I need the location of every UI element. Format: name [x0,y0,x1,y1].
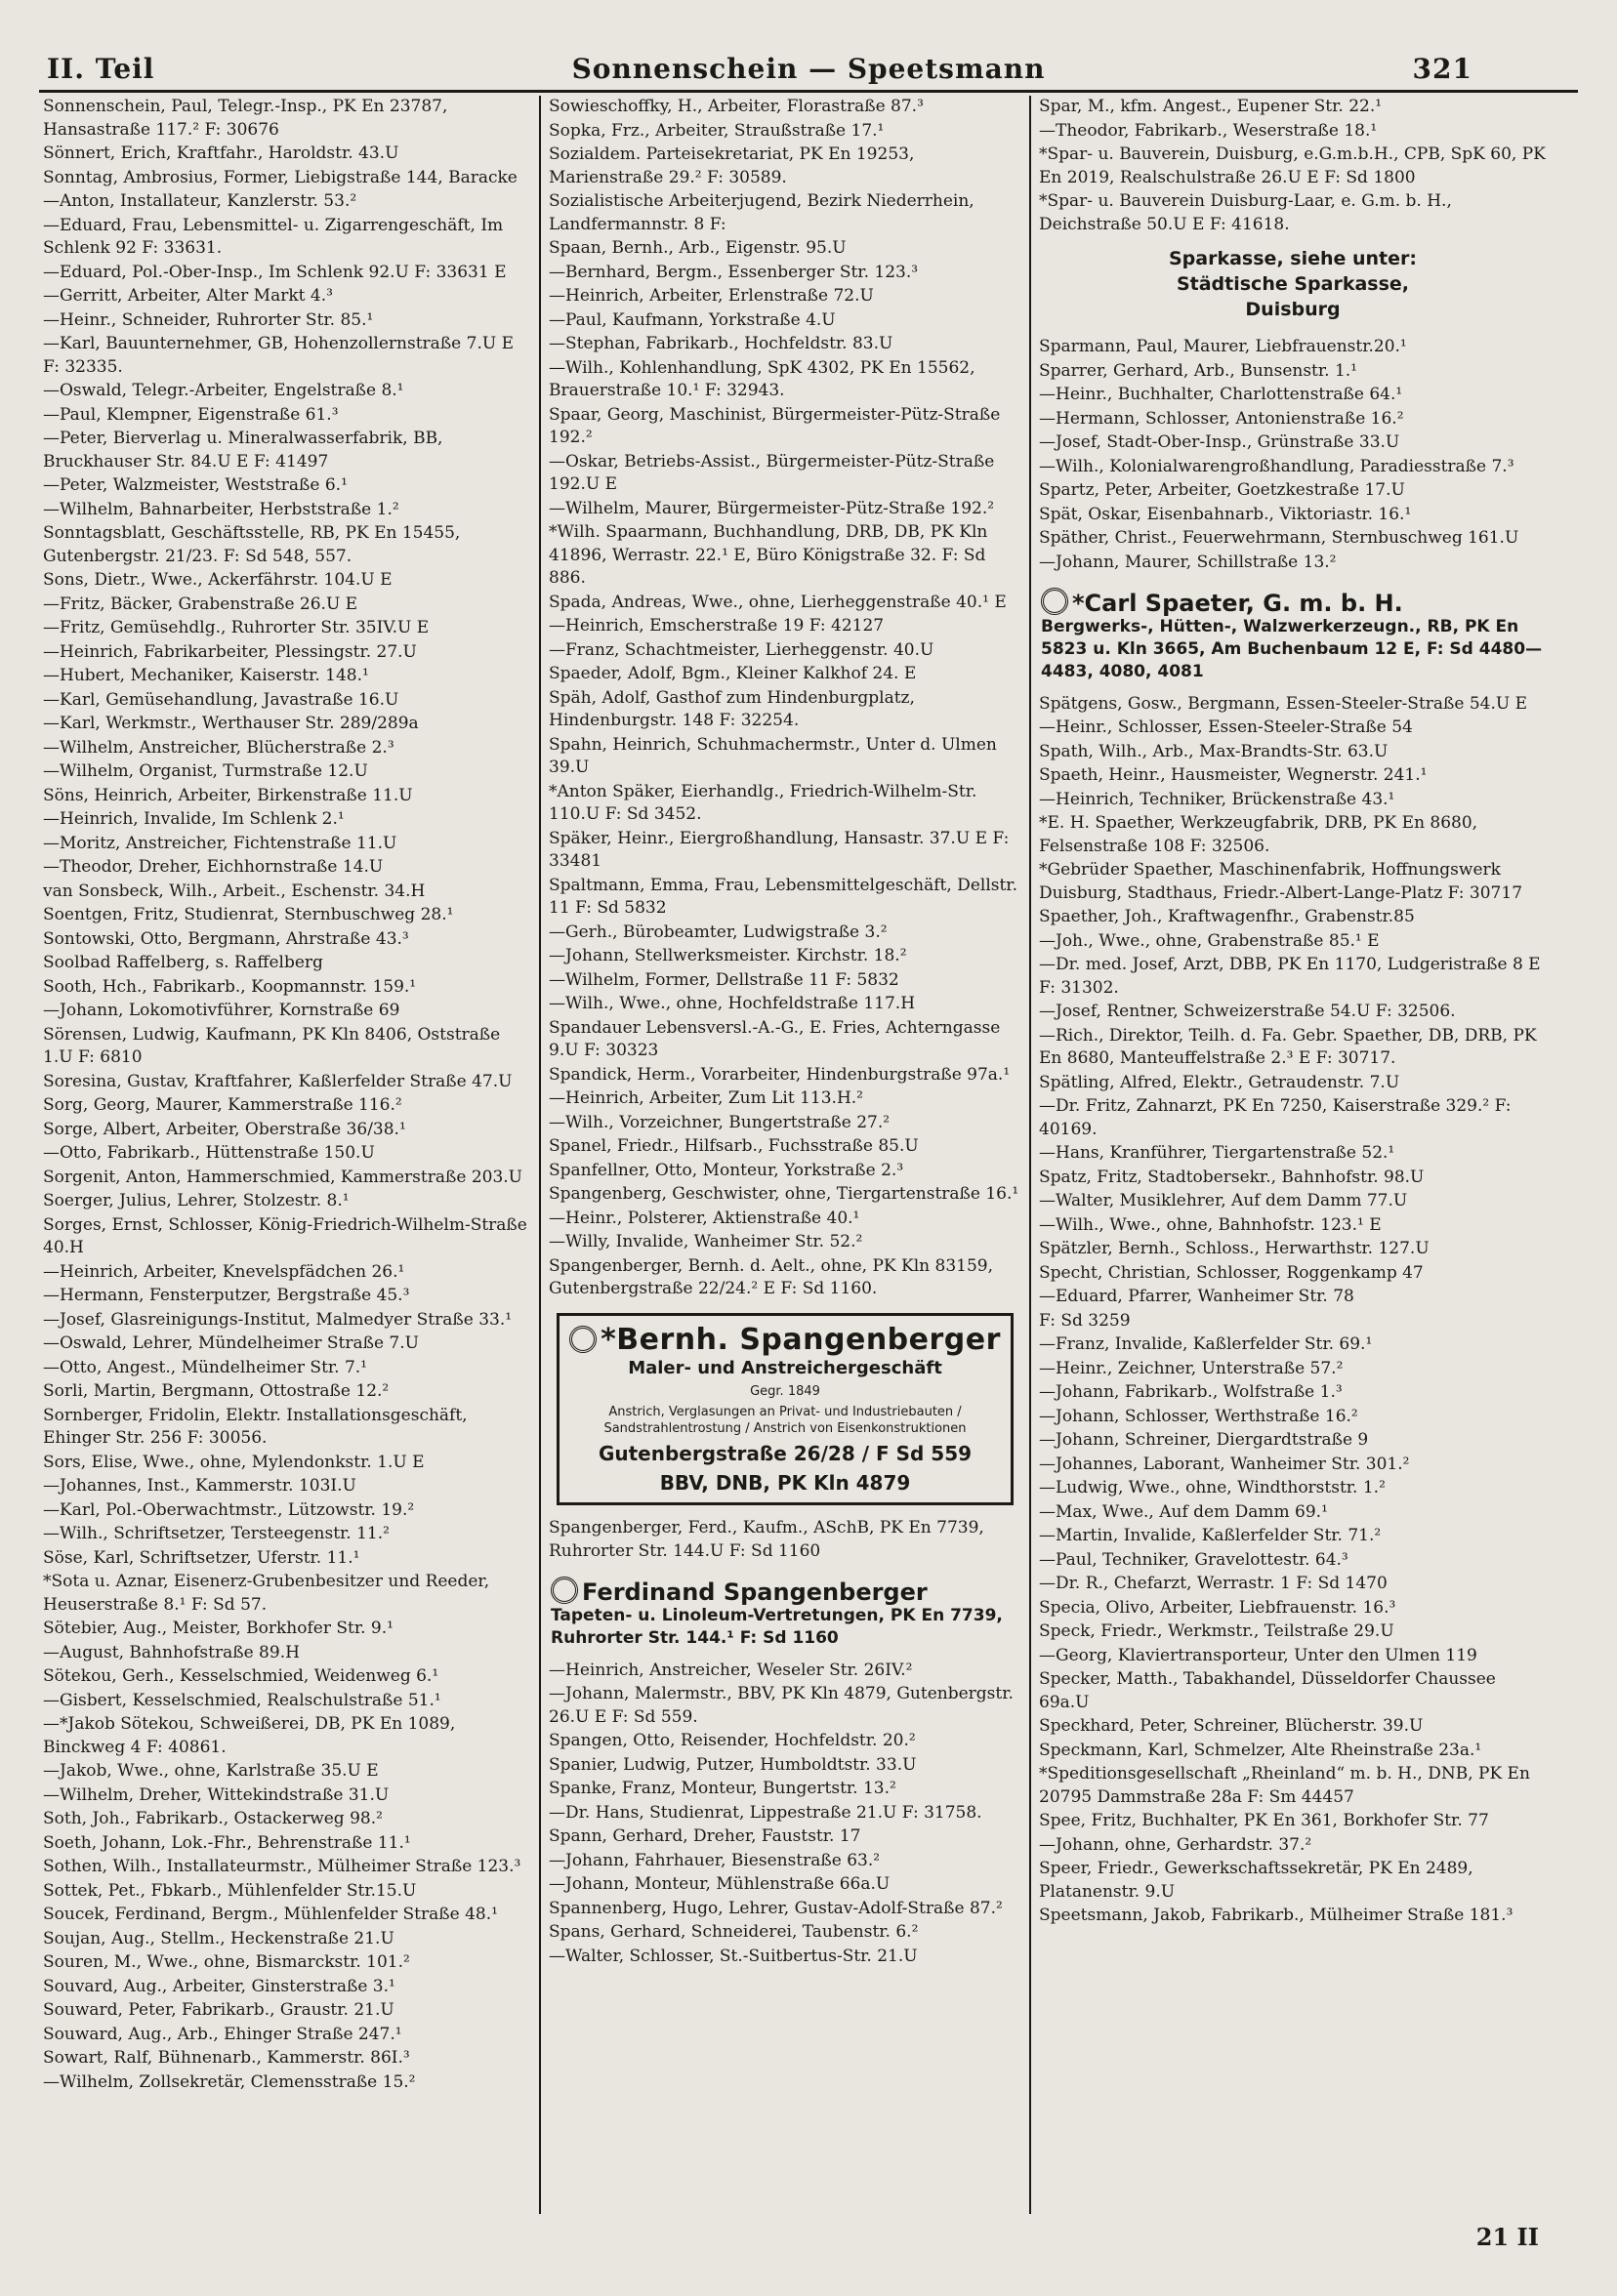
directory-entry: —Johann, Schlosser, Werthstraße 16.² [1039,1406,1358,1426]
directory-entry: Sozialdem. Parteisekretariat, PK En 19253, Marienstraße 29.² F: 30589. [549,144,915,187]
directory-entry: —Stephan, Fabrikarb., Hochfeldstr. 83.U [549,334,893,353]
directory-entry: Specia, Olivo, Arbeiter, Liebfrauenstr. 16.³ [1039,1597,1396,1618]
directory-entry: Spee, Fritz, Buchhalter, PK En 361, Borkhofer Str. 77 [1039,1811,1489,1830]
directory-entry: Sparmann, Paul, Maurer, Liebfrauenstr.20.¹ [1039,337,1407,356]
directory-entry: *Spar- u. Bauverein Duisburg-Laar, e. G.m. b. H., Deichstraße 50.U E F: 41618. [1039,191,1452,234]
directory-entry: Spangenberger, Bernh. d. Aelt., ohne, PK Kln 83159, Gutenbergstraße 22/24.² E F: Sd 1160. [549,1255,993,1298]
directory-entry: —Gisbert, Kesselschmied, Realschulstraße 51.¹ [43,1690,441,1710]
directory-entry: Spät, Oskar, Eisenbahnarb., Viktoriastr. 16.¹ [1039,504,1412,524]
directory-entry: Speckmann, Karl, Schmelzer, Alte Rheinstraße 23a.¹ [1039,1740,1482,1760]
directory-entry: Sonnenschein, Paul, Telegr.-Insp., PK En 23787, Hansastraße 117.² F: 30676 [43,97,448,140]
directory-entry: Souvard, Aug., Arbeiter, Ginsterstraße 3.¹ [43,1976,395,1996]
firm-mark-icon [1041,588,1068,615]
directory-entry: —Hubert, Mechaniker, Kaiserstr. 148.¹ [43,666,369,685]
directory-entry: —Heinrich, Arbeiter, Erlenstraße 72.U [549,286,874,306]
directory-entry: —Heinr., Polsterer, Aktienstraße 40.¹ [549,1208,860,1228]
directory-entry: —Johann, Maurer, Schillstraße 13.² [1039,552,1337,572]
directory-entry: —Heinrich, Invalide, Im Schlenk 2.¹ [43,809,345,829]
signature-mark: 21 II [1475,2223,1539,2251]
directory-entry: Spanier, Ludwig, Putzer, Humboldtstr. 33.U [549,1754,917,1775]
directory-entry: —Dr. Hans, Studienrat, Lippestraße 21.U F: 31758. [549,1802,982,1823]
directory-entry: —Johann, Schreiner, Diergardtstraße 9 [1039,1430,1369,1450]
directory-entry: —Otto, Angest., Mündelheimer Str. 7.¹ [43,1357,367,1377]
directory-entry: —Wilhelm, Organist, Turmstraße 12.U [43,761,368,781]
directory-entry: —Fritz, Bäcker, Grabenstraße 26.U E [43,594,358,614]
directory-entry: *E. H. Spaether, Werkzeugfabrik, DRB, PK En 8680, Felsenstraße 108 F: 32506. [1039,813,1478,856]
directory-entry: Sonntag, Ambrosius, Former, Liebigstraße 144, Baracke [43,167,518,187]
ad-founded: Gegr. 1849 [750,1384,820,1399]
column-2 [539,96,1031,2214]
directory-entry: —Dr. Fritz, Zahnarzt, PK En 7250, Kaiserstraße 329.² F: 40169. [1039,1096,1512,1139]
directory-entry: *Anton Späker, Eierhandlg., Friedrich-Wilhelm-Str. 110.U F: Sd 3452. [549,781,977,824]
ad-banks: BBV, DNB, PK Kln 4879 [659,1470,911,1495]
directory-entry: —Walter, Schlosser, St.-Suitbertus-Str. 21.U [549,1946,918,1966]
directory-entry: —Dr. R., Chefarzt, Werrastr. 1 F: Sd 1470 [1039,1574,1388,1593]
directory-entry: —Georg, Klaviertransporteur, Unter den Ulmen 119 [1039,1645,1477,1665]
directory-entry: *Gebrüder Spaether, Maschinenfabrik, Hoffnungswerk Duisburg, Stadthaus, Friedr.-Albert-Lange-Platz F: 30717 [1039,860,1523,903]
directory-entry: —Wilh., Wwe., ohne, Bahnhofstr. 123.¹ E [1039,1214,1382,1235]
directory-entry: —Josef, Glasreinigungs-Institut, Malmedyer Straße 33.¹ [43,1309,513,1330]
column-3 [1039,96,1547,2214]
directory-entry: —Heinr., Buchhalter, Charlottenstraße 64.¹ [1039,385,1403,404]
directory-entry: *Wilh. Spaarmann, Buchhandlung, DRB, DB, PK Kln 41896, Werrastr. 22.¹ E, Büro Königstraße 32. F: Sd 886. [549,522,988,588]
directory-entry: Spartz, Peter, Arbeiter, Goetzkestraße 17.U [1039,480,1405,500]
advertisement-spangenberger-maler [557,1313,1014,1506]
directory-entry: —Gerritt, Arbeiter, Alter Markt 4.³ [43,286,333,306]
directory-entry: Spannenberg, Hugo, Lehrer, Gustav-Adolf-Straße 87.² [549,1898,1003,1918]
directory-entry: Sorli, Martin, Bergmann, Ottostraße 12.² [43,1381,390,1401]
firm-mark-icon [569,1326,597,1353]
directory-entry: —Wilhelm, Zollsekretär, Clemensstraße 15.² [43,2071,416,2092]
column-1 [43,96,531,2214]
directory-entry: —Bernhard, Bergm., Essenberger Str. 123.³ [549,262,919,282]
directory-entry: Spans, Gerhard, Schneiderei, Taubenstr. 6.² [549,1922,919,1942]
directory-entry: Spahn, Heinrich, Schuhmachermstr., Unter d. Ulmen 39.U [549,734,997,777]
directory-entry: Sötekou, Gerh., Kesselschmied, Weidenweg 6.¹ [43,1666,439,1686]
directory-entry: —Wilhelm, Dreher, Wittekindstraße 31.U [43,1784,390,1805]
directory-entry: —Heinrich, Anstreicher, Weseler Str. 26IV.² [549,1660,913,1680]
directory-entry: Sothen, Wilh., Installateurmstr., Mülheimer Straße 123.³ [43,1857,521,1876]
directory-entry: —Anton, Installateur, Kanzlerstr. 53.² [43,191,357,211]
directory-entry: —Moritz, Anstreicher, Fichtenstraße 11.U [43,833,397,853]
directory-entry: —Dr. med. Josef, Arzt, DBB, PK En 1170, Ludgeristraße 8 E F: 31302. [1039,955,1541,998]
directory-entry: —Karl, Werkmstr., Werthauser Str. 289/289a [43,714,419,733]
directory-entry: Sons, Dietr., Wwe., Ackerfährstr. 104.U E [43,570,393,590]
directory-entry: Sopka, Frz., Arbeiter, Straußstraße 17.¹ [549,120,885,141]
directory-entry: *Spar- u. Bauverein, Duisburg, e.G.m.b.H., CPB, SpK 60, PK En 2019, Realschulstraße 26.U E F: Sd 1800 [1039,144,1546,187]
directory-entry: Souren, M., Wwe., ohne, Bismarckstr. 101.² [43,1952,410,1972]
directory-entry: Spaltmann, Emma, Frau, Lebensmittelgeschäft, Dellstr. 11 F: Sd 5832 [549,875,1017,918]
header-rule [39,90,1578,93]
directory-entry: —Josef, Rentner, Schweizerstraße 54.U F: 32506. [1039,1002,1456,1021]
directory-entry: Spanfellner, Otto, Monteur, Yorkstraße 2.³ [549,1160,904,1180]
directory-entry: —Wilh., Kolonialwarengroßhandlung, Paradiesstraße 7.³ [1039,456,1514,476]
directory-entry: Sowieschoffky, H., Arbeiter, Florastraße 87.³ [549,97,924,116]
directory-entry: —Joh., Wwe., ohne, Grabenstraße 85.¹ E [1039,930,1380,951]
directory-entry: —Paul, Klempner, Eigenstraße 61.³ [43,404,339,425]
advertisement-carl-spaeter: *Carl Spaeter, G. m. b. H. Bergwerks-, Hütten-, Walzwerkerzeugn., RB, PK En 5823 u. Kln 3665, Am Buchenbaum 12 E, F: Sd 4480—4483, 4080, 4081 [1041,590,1543,681]
directory-entry: —Wilh., Vorzeichner, Bungertstraße 27.² [549,1112,891,1132]
directory-entry: —Gerh., Bürobeamter, Ludwigstraße 3.² [549,922,888,942]
directory-entry: Sowart, Ralf, Bühnenarb., Kammerstr. 86I.³ [43,2048,410,2068]
directory-entry: Spätgens, Gosw., Bergmann, Essen-Steeler-Straße 54.U E [1039,693,1528,714]
directory-entry: —Heinrich, Arbeiter, Zum Lit 113.H.² [549,1088,863,1108]
directory-entry: —Johann, Lokomotivführer, Kornstraße 69 [43,1001,400,1020]
sparkasse-notice: Sparkasse, siehe unter: Städtische Sparkasse, Duisburg [1169,248,1417,320]
directory-entry: —Fritz, Gemüsehdlg., Ruhrorter Str. 35IV.U E [43,618,430,637]
directory-entry: —Theodor, Dreher, Eichhornstraße 14.U [43,857,384,877]
directory-entry: Spandick, Herm., Vorarbeiter, Hindenburgstraße 97a.¹ [549,1064,1011,1085]
directory-entry: Spangenberg, Geschwister, ohne, Tiergartenstraße 16.¹ [549,1184,1019,1204]
ad-address: Gutenbergstraße 26/28 / F Sd 559 [598,1442,973,1465]
directory-entry: —Heinr., Schlosser, Essen-Steeler-Straße 54 [1039,718,1413,737]
directory-entry: Soeth, Johann, Lok.-Fhr., Behrenstraße 11.¹ [43,1832,411,1853]
directory-entry: Spaan, Bernh., Arb., Eigenstr. 95.U [549,238,847,258]
directory-entry: —Heinrich, Fabrikarbeiter, Plessingstr. 27.U [43,641,417,662]
directory-entry: —Wilhelm, Maurer, Bürgermeister-Pütz-Straße 192.² [549,498,995,518]
directory-entry: —Eduard, Pfarrer, Wanheimer Str. 78 [1039,1287,1354,1306]
directory-entry: —Wilh., Wwe., ohne, Hochfeldstraße 117.H [549,994,916,1013]
directory-entry: —Franz, Schachtmeister, Lierheggenstr. 40.U [549,639,934,660]
directory-entry: Soth, Joh., Fabrikarb., Ostackerweg 98.² [43,1809,383,1828]
directory-entry: Späther, Christ., Feuerwehrmann, Sternbuschweg 161.U [1039,528,1519,548]
directory-entry: —Heinrich, Emscherstraße 19 F: 42127 [549,616,885,636]
directory-entry: Spangenberger, Ferd., Kaufm., ASchB, PK En 7739, Ruhrorter Str. 144.U F: Sd 1160 [549,1518,984,1561]
running-head: Sonnenschein — Speetsmann [571,53,1046,85]
directory-entry: Spanel, Friedr., Hilfsarb., Fuchsstraße 85.U [549,1136,919,1156]
directory-entry: Sornberger, Fridolin, Elektr. Installationsgeschäft, Ehinger Str. 256 F: 30056. [43,1405,468,1448]
directory-entry: —Max, Wwe., Auf dem Damm 69.¹ [1039,1501,1328,1522]
directory-entry: —Hermann, Fensterputzer, Bergstraße 45.³ [43,1286,410,1305]
directory-entry: Sorg, Georg, Maurer, Kammerstraße 116.² [43,1095,402,1115]
directory-entry: —Heinr., Zeichner, Unterstraße 57.² [1039,1358,1344,1378]
advertisement-ferdinand-spangenberger: Ferdinand Spangenberger Tapeten- u. Linoleum-Vertretungen, PK En 7739, Ruhrorter Str. 144.¹ F: Sd 1160 [551,1578,1003,1648]
directory-entry: —Oswald, Lehrer, Mündelheimer Straße 7.U [43,1333,419,1353]
directory-entry: —Theodor, Fabrikarb., Weserstraße 18.¹ [1039,120,1378,141]
directory-entry: van Sonsbeck, Wilh., Arbeit., Eschenstr. 34.H [43,881,426,901]
directory-entry: Souward, Aug., Arb., Ehinger Straße 247.¹ [43,2024,402,2044]
directory-entry: Spätling, Alfred, Elektr., Getraudenstr. 7.U [1039,1072,1400,1092]
directory-entry: —Paul, Techniker, Gravelottestr. 64.³ [1039,1549,1348,1570]
directory-entry: *Sota u. Aznar, Eisenerz-Grubenbesitzer und Reeder, Heuserstraße 8.¹ F: Sd 57. [43,1572,490,1615]
directory-entry: Specht, Christian, Schlosser, Roggenkamp 47 [1039,1262,1424,1283]
directory-entry: —Wilhelm, Former, Dellstraße 11 F: 5832 [549,969,899,990]
directory-entry: —Rich., Direktor, Teilh. d. Fa. Gebr. Spaether, DB, DRB, PK En 8680, Manteuffelstraße 2.³ E F: 30717. [1039,1025,1537,1068]
directory-entry: Spath, Wilh., Arb., Max-Brandts-Str. 63.U [1039,741,1389,761]
directory-entry: Sonntagsblatt, Geschäftsstelle, RB, PK En 15455, Gutenbergstr. 21/23. F: Sd 548, 557. [43,523,461,566]
directory-entry: Sönnert, Erich, Kraftfahr., Haroldstr. 43.U [43,144,399,163]
directory-entry: —Johann, ohne, Gerhardstr. 37.² [1039,1834,1312,1855]
directory-entry: —Eduard, Frau, Lebensmittel- u. Zigarrengeschäft, Im Schlenk 92 F: 33631. [43,215,504,258]
directory-entry: Sörensen, Ludwig, Kaufmann, PK Kln 8406, Oststraße 1.U F: 6810 [43,1024,501,1067]
directory-entry: Spanke, Franz, Monteur, Bungertstr. 13.² [549,1779,896,1798]
directory-entry: Soresina, Gustav, Kraftfahrer, Kaßlerfelder Straße 47.U [43,1071,513,1091]
directory-entry: Sorgenit, Anton, Hammerschmied, Kammerstraße 203.U [43,1167,522,1187]
directory-entry: Spaeth, Heinr., Hausmeister, Wegnerstr. 241.¹ [1039,765,1428,785]
directory-entry: Späh, Adolf, Gasthof zum Hindenburgplatz, Hindenburgstr. 148 F: 32254. [549,687,915,730]
directory-entry: —Johann, Fabrikarb., Wolfstraße 1.³ [1039,1382,1343,1402]
directory-entry: —Oswald, Telegr.-Arbeiter, Engelstraße 8.¹ [43,381,404,400]
directory-entry: —Johann, Malermstr., BBV, PK Kln 4879, Gutenbergstr. 26.U E F: Sd 559. [549,1684,1014,1727]
directory-entry: —Johann, Monteur, Mühlenstraße 66a.U [549,1874,891,1894]
ad-title: *Bernh. Spangenberger [569,1326,1001,1353]
directory-entry: —Martin, Invalide, Kaßlerfelder Str. 71.² [1039,1526,1382,1545]
directory-entry: —Heinr., Schneider, Ruhrorter Str. 85.¹ [43,309,374,330]
directory-entry: *Speditionsgesellschaft „Rheinland“ m. b. H., DNB, PK En 20795 Dammstraße 28a F: Sm 44457 [1039,1764,1530,1807]
directory-entry: —Heinrich, Techniker, Brückenstraße 43.¹ [1039,789,1395,809]
directory-entry: Soolbad Raffelberg, s. Raffelberg [43,953,323,972]
directory-entry: Spaeder, Adolf, Bgm., Kleiner Kalkhof 24. E [549,664,917,683]
directory-entry: Sors, Elise, Wwe., ohne, Mylendonkstr. 1.U E [43,1452,425,1472]
directory-entry: —Oskar, Betriebs-Assist., Bürgermeister-Pütz-Straße 192.U E [549,451,995,494]
directory-entry: Spaar, Georg, Maschinist, Bürgermeister-Pütz-Straße 192.² [549,404,1001,447]
directory-entry: Späker, Heinr., Eiergroßhandlung, Hansastr. 37.U E F: 33481 [549,828,1010,871]
section-label: II. Teil [47,53,155,85]
directory-entry: Speck, Friedr., Werkmstr., Teilstraße 29.U [1039,1621,1394,1641]
directory-entry: —Johann, Stellwerksmeister. Kirchstr. 18.² [549,946,907,965]
directory-entry: Sozialistische Arbeiterjugend, Bezirk Niederrhein, Landfermannstr. 8 F: [549,191,974,234]
directory-entry: Speckhard, Peter, Schreiner, Blücherstr. 39.U [1039,1716,1424,1736]
directory-entry: Speer, Friedr., Gewerkschaftssekretär, PK En 2489, Platanenstr. 9.U [1039,1859,1473,1902]
directory-entry: Sooth, Hch., Fabrikarb., Koopmannstr. 159.¹ [43,976,417,997]
firm-mark-icon [551,1577,578,1604]
directory-entry: —Eduard, Pol.-Ober-Insp., Im Schlenk 92.U F: 33631 E [43,262,507,282]
directory-entry: Souward, Peter, Fabrikarb., Graustr. 21.U [43,2000,394,2020]
directory-entry: —Wilh., Kohlenhandlung, SpK 4302, PK En 15562, Brauerstraße 10.¹ F: 32943. [549,357,975,400]
directory-entry: Spandauer Lebensversl.-A.-G., E. Fries, Achterngasse 9.U F: 30323 [549,1017,1001,1060]
directory-entry: —Walter, Musiklehrer, Auf dem Damm 77.U [1039,1191,1408,1210]
directory-entry: —Johannes, Laborant, Wanheimer Str. 301.² [1039,1454,1410,1474]
directory-entry: —Franz, Invalide, Kaßlerfelder Str. 69.¹ [1039,1334,1373,1354]
directory-entry: Soentgen, Fritz, Studienrat, Sternbuschweg 28.¹ [43,905,454,924]
directory-entry: Söns, Heinrich, Arbeiter, Birkenstraße 11.U [43,785,413,805]
directory-entry: F: Sd 3259 [1039,1310,1131,1331]
directory-entry: —Josef, Stadt-Ober-Insp., Grünstraße 33.U [1039,432,1400,452]
directory-entry: Specker, Matth., Tabakhandel, Düsseldorfer Chaussee 69a.U [1039,1669,1496,1712]
directory-entry: —*Jakob Sötekou, Schweißerei, DB, PK En 1089, Binckweg 4 F: 40861. [43,1714,456,1757]
directory-entry: Soerger, Julius, Lehrer, Stolzestr. 8.¹ [43,1191,350,1210]
directory-entry: —Wilhelm, Anstreicher, Blücherstraße 2.³ [43,737,394,758]
directory-entry: Söse, Karl, Schriftsetzer, Uferstr. 11.¹ [43,1547,360,1568]
directory-entry: Sottek, Pet., Fbkarb., Mühlenfelder Str.15.U [43,1880,417,1901]
directory-entry: Spätzler, Bernh., Schloss., Herwarthstr. 127.U [1039,1239,1430,1258]
directory-entry: —Hans, Kranführer, Tiergartenstraße 52.¹ [1039,1143,1395,1163]
directory-entry: Speetsmann, Jakob, Fabrikarb., Mülheimer Straße 181.³ [1039,1906,1513,1925]
directory-entry: —Peter, Walzmeister, Weststraße 6.¹ [43,475,348,495]
directory-entry: —Wilhelm, Bahnarbeiter, Herbststraße 1.² [43,499,399,519]
directory-entry: —Paul, Kaufmann, Yorkstraße 4.U [549,309,836,330]
directory-entry: Sorges, Ernst, Schlosser, König-Friedrich-Wilhelm-Straße 40.H [43,1214,527,1257]
directory-entry: Spada, Andreas, Wwe., ohne, Lierheggenstraße 40.¹ E [549,592,1007,612]
directory-entry: Sötebier, Aug., Meister, Borkhofer Str. 9.¹ [43,1619,394,1638]
directory-entry: Sparrer, Gerhard, Arb., Bunsenstr. 1.¹ [1039,360,1357,381]
directory-entry: Spann, Gerhard, Dreher, Fauststr. 17 [549,1826,861,1846]
directory-entry: —Johann, Fahrhauer, Biesenstraße 63.² [549,1850,881,1870]
directory-entry: —Peter, Bierverlag u. Mineralwasserfabrik, BB, Bruckhauser Str. 84.U E F: 41497 [43,429,443,472]
page-number: 321 [1412,53,1472,85]
directory-entry: —Otto, Fabrikarb., Hüttenstraße 150.U [43,1143,375,1163]
directory-entry: —Hermann, Schlosser, Antonienstraße 16.² [1039,408,1404,429]
directory-entry: Spangen, Otto, Reisender, Hochfeldstr. 20.² [549,1731,916,1750]
directory-entry: Spaether, Joh., Kraftwagenfhr., Grabenstr.85 [1039,907,1415,926]
ad-subtitle: Maler- und Anstreichergeschäft [628,1357,942,1378]
directory-entry: Soujan, Aug., Stellm., Heckenstraße 21.U [43,1928,394,1948]
directory-entry: —Willy, Invalide, Wanheimer Str. 52.² [549,1232,863,1251]
directory-entry: Soucek, Ferdinand, Bergm., Mühlenfelder Straße 48.¹ [43,1905,498,1924]
directory-entry: Sorge, Albert, Arbeiter, Oberstraße 36/38.¹ [43,1119,406,1139]
directory-entry: —Johannes, Inst., Kammerstr. 103I.U [43,1476,356,1496]
ad-services: Anstrich, Verglasungen an Privat- und Industriebauten / Sandstrahlentrostung / Anstrich von Eisenkonstruktionen [603,1405,967,1436]
directory-entry: —Karl, Gemüsehandlung, Javastraße 16.U [43,689,399,710]
directory-entry: Spar, M., kfm. Angest., Eupener Str. 22.¹ [1039,97,1383,116]
directory-entry: —Ludwig, Wwe., ohne, Windthorststr. 1.² [1039,1478,1386,1497]
directory-entry: Sontowski, Otto, Bergmann, Ahrstraße 43.³ [43,928,409,949]
directory-entry: —Karl, Pol.-Oberwachtmstr., Lützowstr. 19.² [43,1499,415,1520]
directory-entry: —Heinrich, Arbeiter, Knevelspfädchen 26.¹ [43,1261,405,1282]
directory-entry: —Karl, Bauunternehmer, GB, Hohenzollernstraße 7.U E F: 32335. [43,334,515,377]
directory-entry: —August, Bahnhofstraße 89.H [43,1642,300,1662]
directory-entry: —Wilh., Schriftsetzer, Tersteegenstr. 11.² [43,1524,390,1543]
directory-entry: Spatz, Fritz, Stadtobersekr., Bahnhofstr. 98.U [1039,1167,1425,1187]
directory-entry: —Jakob, Wwe., ohne, Karlstraße 35.U E [43,1761,379,1781]
